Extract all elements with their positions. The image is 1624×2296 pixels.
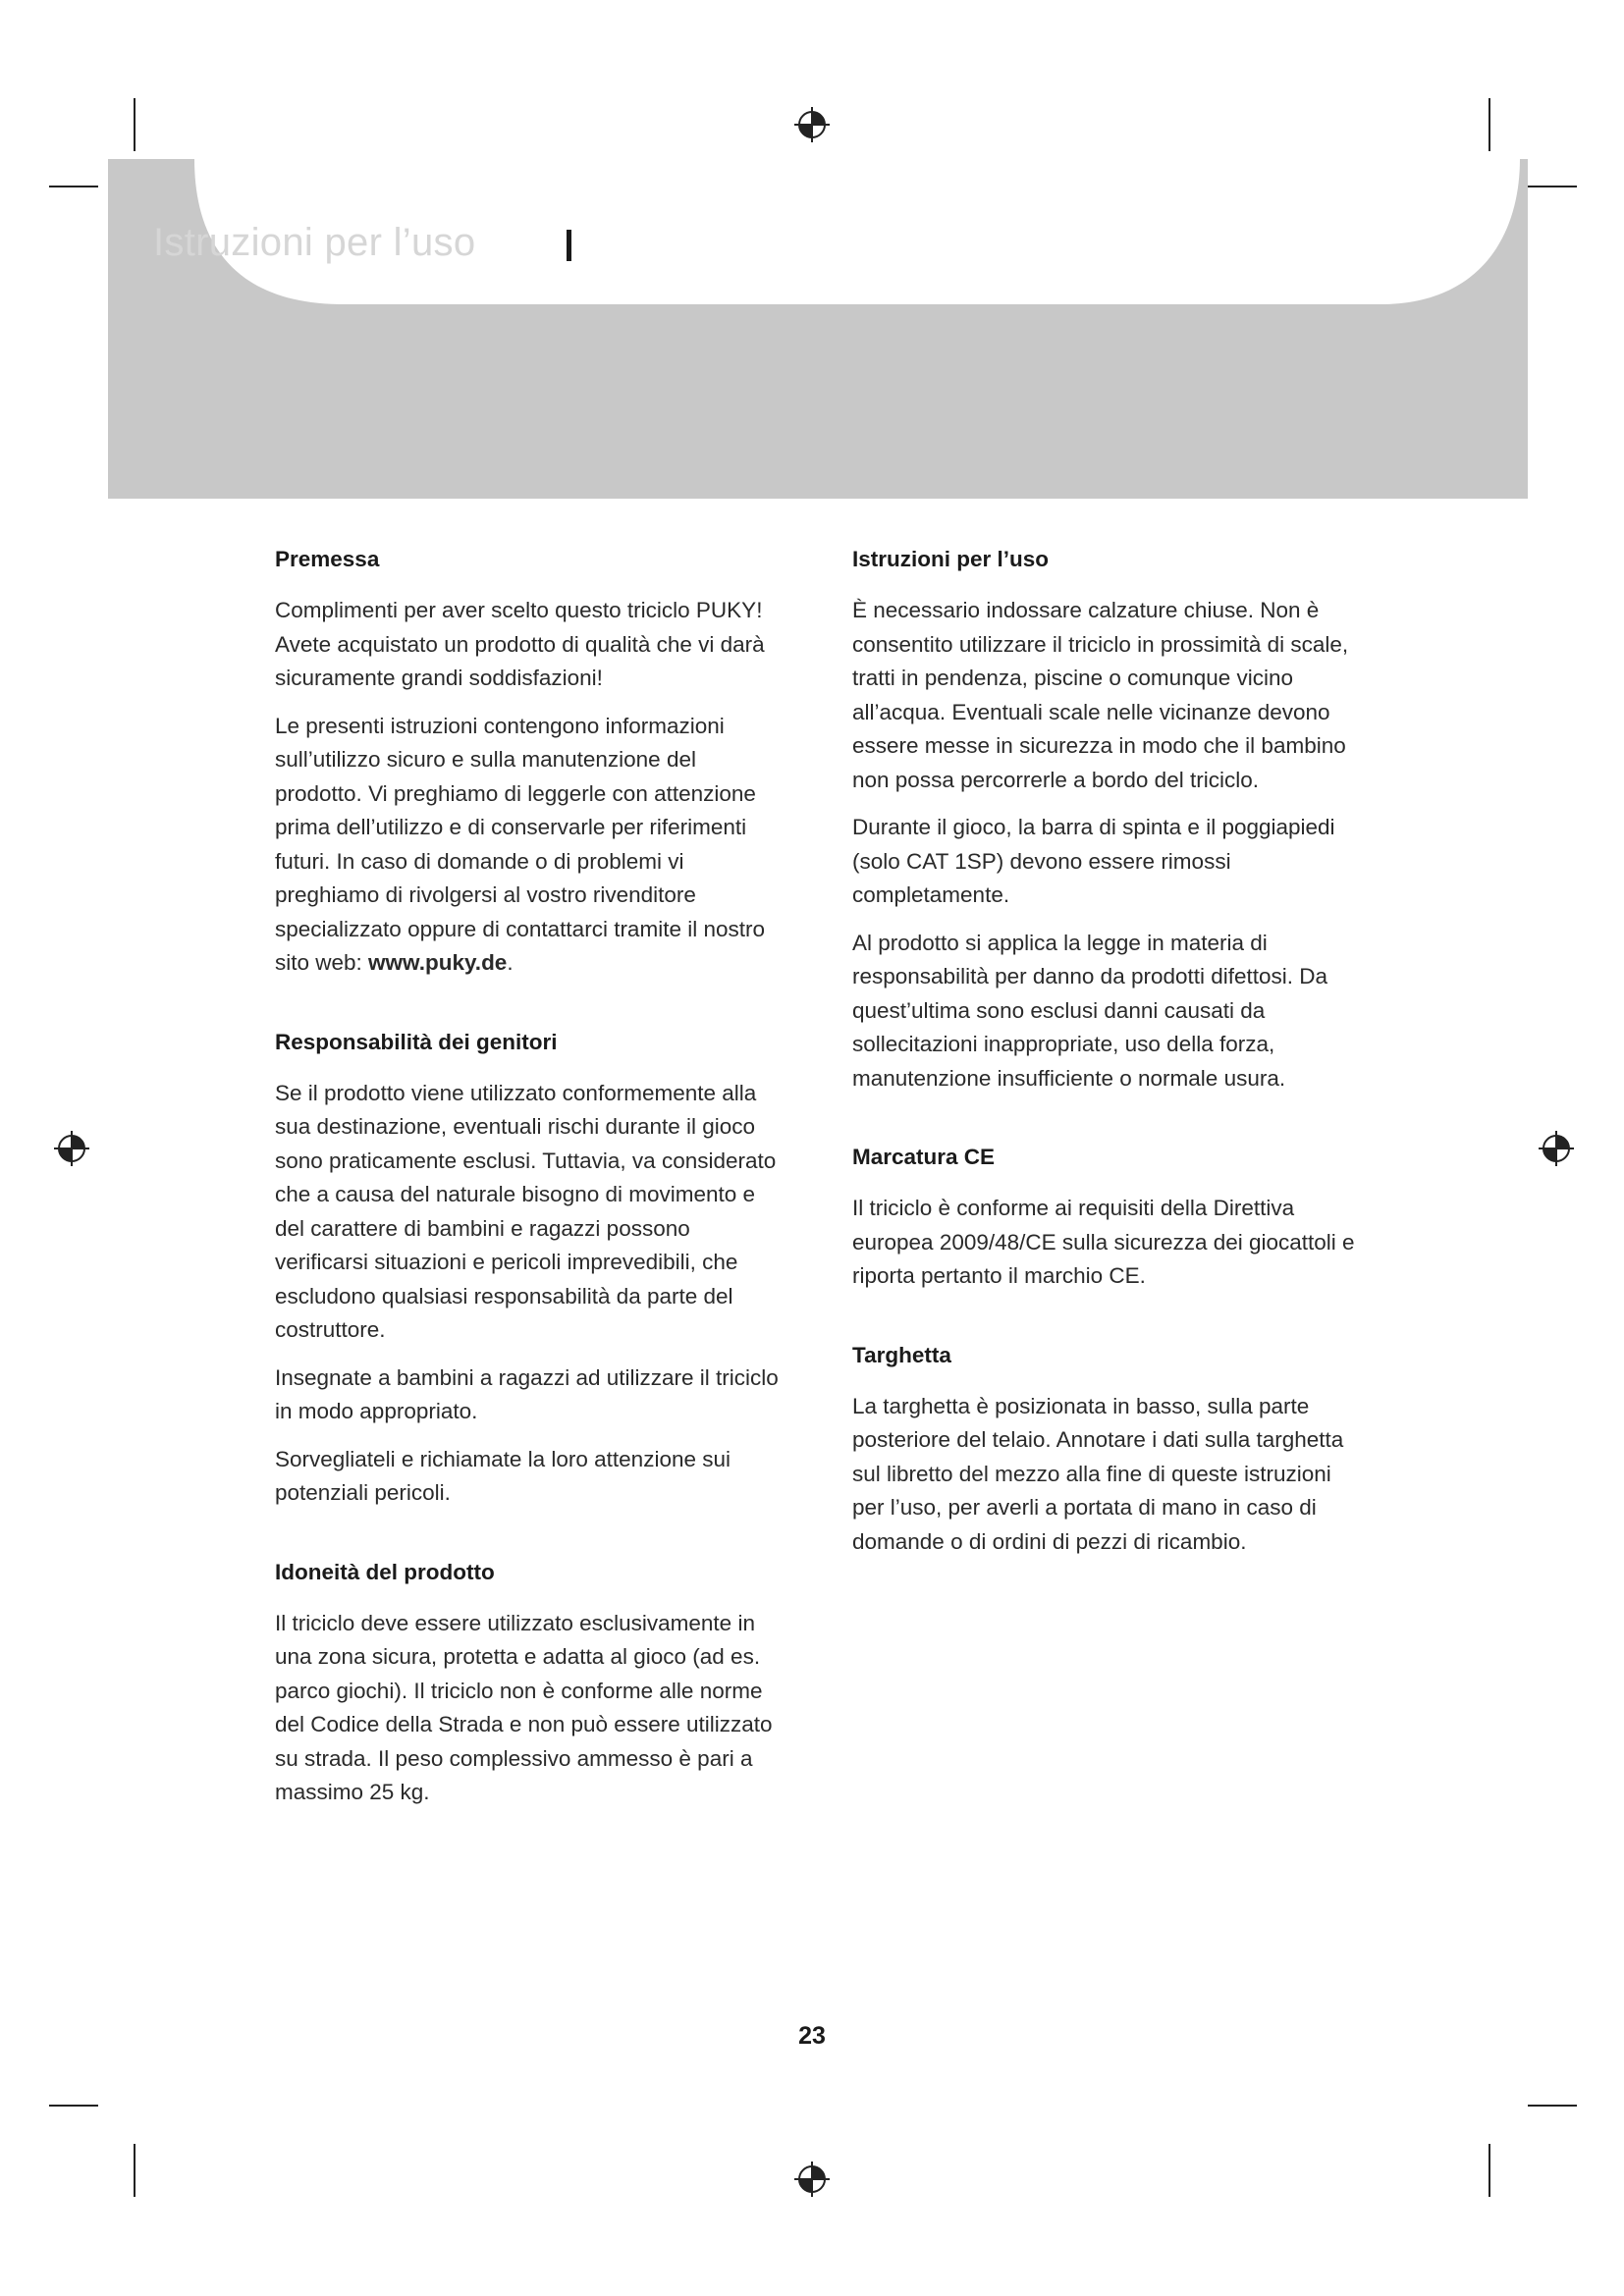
crop-mark (1489, 98, 1490, 151)
page-title: Istruzioni per l’uso (153, 221, 476, 264)
paragraph: Durante il gioco, la barra di spinta e il poggiapiedi (solo CAT 1SP) devono essere rimossi completamente. (852, 815, 1335, 907)
crop-mark (1489, 2144, 1490, 2197)
section-heading: Marcatura CE (852, 1145, 996, 1169)
crop-mark (49, 186, 98, 187)
page-number: 23 (798, 2022, 826, 2050)
paragraph: Se il prodotto viene utilizzato conformemente alla sua destinazione, eventuali rischi durante il gioco sono praticamente esclusi. Tuttavia, va considerato che a causa del naturale bisogno di movimento e del carattere di bambini e ragazzi possono verificarsi situazioni e pericoli imprevedibili, che escludono qualsiasi responsabilità da parte del costruttore. (275, 1080, 777, 1342)
section-heading: Istruzioni per l’uso (852, 547, 1050, 571)
section-heading: Targhetta (852, 1342, 951, 1367)
paragraph: Insegnate a bambini a ragazzi ad utilizzare il triciclo in modo appropriato. (275, 1364, 779, 1423)
crop-mark (1528, 186, 1577, 187)
paragraph: Il triciclo è conforme ai requisiti della Direttiva europea 2009/48/CE sulla sicurezza dei giocattoli e riporta pertanto il marchio CE. (852, 1196, 1355, 1288)
right-column (852, 545, 1363, 1573)
section-heading: Responsabilità dei genitori (275, 1029, 558, 1054)
registration-mark-icon (792, 105, 832, 144)
crop-mark (1528, 2105, 1577, 2107)
registration-mark-icon (792, 2160, 832, 2199)
crop-mark (49, 2105, 98, 2107)
website-link[interactable]: www.puky.de (368, 950, 508, 975)
crop-mark (134, 98, 135, 151)
paragraph: Sorvegliateli e richiamate la loro attenzione sui potenziali pericoli. (275, 1446, 731, 1505)
paragraph: La targhetta è posizionata in basso, sulla parte posteriore del telaio. Annotare i dati sulla targhetta sul libretto del mezzo alla fine di queste istruzioni per l’uso, per averli a portata di mano in caso di domande o di ordini di pezzi di ricambio. (852, 1393, 1344, 1554)
section-heading: Idoneità del prodotto (275, 1559, 495, 1584)
paragraph: Complimenti per aver scelto questo triciclo PUKY! Avete acquistato un prodotto di qualità che vi darà sicuramente grandi soddisfazioni! (275, 598, 765, 690)
registration-mark-icon (1537, 1129, 1576, 1168)
paragraph: Il triciclo deve essere utilizzato esclusivamente in una zona sicura, protetta e adatta al gioco (ad es. parco giochi). Il triciclo non è conforme alle norme del Codice della Strada e non può essere utilizzato su strada. Il peso complessivo ammesso è pari a massimo 25 kg. (275, 1610, 773, 1804)
header-band (108, 159, 1528, 499)
paragraph-end: . (507, 950, 514, 975)
paragraph (275, 710, 785, 981)
paragraph-text: Le presenti istruzioni contengono informazioni sull’utilizzo sicuro e sulla manutenzione del prodotto. Vi preghiamo di leggerle con attenzione prima dell’utilizzo e di conservarle per riferimenti futuri. In caso di domande o di problemi vi preghiamo di rivolgersi al vostro rivenditore specializzato oppure di contattarci tramite il nostro sito web: (275, 713, 765, 975)
left-column (275, 545, 785, 1824)
paragraph: Al prodotto si applica la legge in materia di responsabilità per danno da prodotti difettosi. Da quest’ultima sono esclusi danni causati da sollecitazioni inappropriate, uso della forza, manutenzione insufficiente o normale usura. (852, 930, 1328, 1091)
paragraph: È necessario indossare calzature chiuse. Non è consentito utilizzare il triciclo in prossimità di scale, tratti in pendenza, piscine o comunque vicino all’acqua. Eventuali scale nelle vicinanze devono essere messe in sicurezza in modo che il bambino non possa percorrerle a bordo del triciclo. (852, 598, 1349, 792)
registration-mark-icon (52, 1129, 91, 1168)
crop-mark (134, 2144, 135, 2197)
section-heading: Premessa (275, 547, 380, 571)
title-separator (567, 230, 571, 261)
